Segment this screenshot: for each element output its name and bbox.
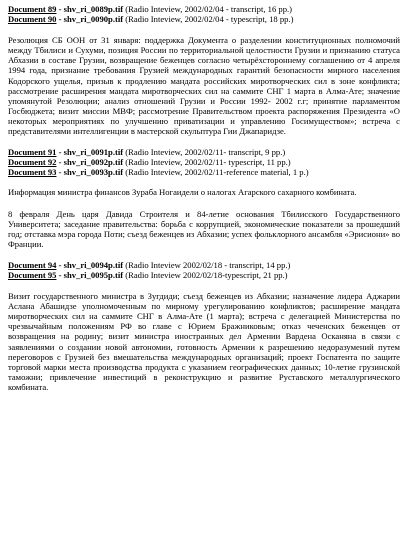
document-entry: Document 89 - shv_ri_0089p.tif (Radio Inteview, 2002/02/04 - transcript, 16 pp.)	[8, 4, 292, 14]
document-number[interactable]: Document 93	[8, 167, 57, 178]
document-file: shv_ri_0091p.tif	[63, 147, 124, 158]
document-number[interactable]: Document 92	[8, 157, 57, 168]
document-description: (Radio Inteview, 2002/02/11- typescript, 11 pp.)	[125, 157, 291, 168]
document-file: shv_ri_0090p.tif	[63, 14, 124, 25]
document-entry: Document 95 - shv_ri_0095p.tif (Radio Inteview 2002/02/18-typescript, 21 pp.)	[8, 269, 288, 280]
summary-paragraph: Визит государственного министра в Зугдиди; съезд беженцев из Абхазии; назначение лидера Аджарии Аслана Абашидзе уполномоченным по мирному урегулированию конфликтов; расширение мандата миротворческих сил на саммите СНГ в Алма-Ате (1 марта); встреча с делегацией Министерства по чрезвычайным положениям РФ во главе с Юрием Бражниковым; отказ чеченских беженцев от возвращения на родину; визит министра иностранных дел Армении Вардена Осканяна в связи с заявлениями о создании новой автономии, готовность Армении к разрешению недоразумений путем переговоров с Грузией без вмешательства международных организаций; проект Госпатента по защите торговой марки места производства продукта с указанием географических данных; 10-летие грузинской таможни; привлечение инвестиций в реконструкцию и развитие Руставского металлургического комбината.	[8, 291, 400, 392]
document-entry: Document 90 - shv_ri_0090p.tif (Radio Inteview, 2002/02/04 - typescript, 18 pp.)	[8, 14, 294, 25]
document-entry: Document 94 - shv_ri_0094p.tif (Radio Inteview 2002/02/18 - transcript, 14 pp.)	[8, 259, 291, 270]
document-description: (Radio Inteview, 2002/02/04 - transcript, 16 pp.)	[125, 4, 292, 14]
document-entry: Document 93 - shv_ri_0093p.tif (Radio Inteview, 2002/02/11-reference material, 1 p.)	[8, 167, 309, 178]
summary-paragraph: 8 февраля День царя Давида Строителя и 84-летие основания Тбилисского Государственного Университета; заседание правительства: борьба с коррупцией, экономические показатели за прошедший год; отставка мэра города Поти; съезд беженцев из Абхазии; успех фольклорного ансамбля «Эрисиони» во Франции.	[8, 208, 400, 249]
document-description: (Radio Inteview, 2002/02/11-reference material, 1 p.)	[125, 167, 309, 178]
document-description: (Radio Inteview 2002/02/18-typescript, 21 pp.)	[125, 269, 288, 280]
document-number[interactable]: Document 95	[8, 269, 57, 280]
document-number[interactable]: Document 91	[8, 147, 57, 158]
document-number[interactable]: Document 90	[8, 14, 57, 25]
document-number[interactable]: Document 89	[8, 4, 57, 14]
summary-paragraph: Информация министра финансов Зураба Ногаидели о налогах Агарского сахарного комбината.	[8, 187, 357, 198]
document-description: (Radio Inteview, 2002/02/11- transcript, 9 pp.)	[125, 147, 286, 158]
document-description: (Radio Inteview, 2002/02/04 - typescript, 18 pp.)	[125, 14, 294, 25]
document-number[interactable]: Document 94	[8, 259, 57, 270]
document-file: shv_ri_0094p.tif	[63, 259, 124, 270]
document-file: shv_ri_0095p.tif	[63, 269, 124, 280]
document-file: shv_ri_0093p.tif	[63, 167, 124, 178]
summary-paragraph: Резолюция СБ ООН от 31 января: поддержка Документа о разделении конституционных полномочий между Тбилиси и Сухуми, позиция России по территориальной целостности Грузии и признанию статуса Абхазии в составе Грузии, возвращение беженцев согласно четырёхстороннему соглашению от 4 апреля 1994 года, признание требования Грузией международных гарантий безопасности мирного населения Кодорского ущелья, призыв к продлению мандата российских миротворческих сил в зоне конфликта; рассмотрение расширения мандата миротворческих сил на саммите СНГ 1 марта в Алма-Ате; значение упомянутой Резолюции; анализ отношений Грузии и России 1992- 2002 г.г; принятие парламентом Госбюджета; визит миссии МВФ; рассмотрение Правительством проекта распоряжения Президента «О некоторых мероприятиях по улучшению приватизации и управлению Госимуществом»; встреча с представителями интеллигенции в мастерской скульптура Гии Джапаридзе.	[8, 35, 400, 137]
document-file: shv_ri_0092p.tif	[63, 157, 124, 168]
document-entry: Document 91 - shv_ri_0091p.tif (Radio Inteview, 2002/02/11- transcript, 9 pp.)	[8, 147, 286, 158]
document-entry: Document 92 - shv_ri_0092p.tif (Radio Inteview, 2002/02/11- typescript, 11 pp.)	[8, 157, 291, 168]
document-description: (Radio Inteview 2002/02/18 - transcript, 14 pp.)	[125, 259, 291, 270]
document-file: shv_ri_0089p.tif	[63, 4, 124, 14]
